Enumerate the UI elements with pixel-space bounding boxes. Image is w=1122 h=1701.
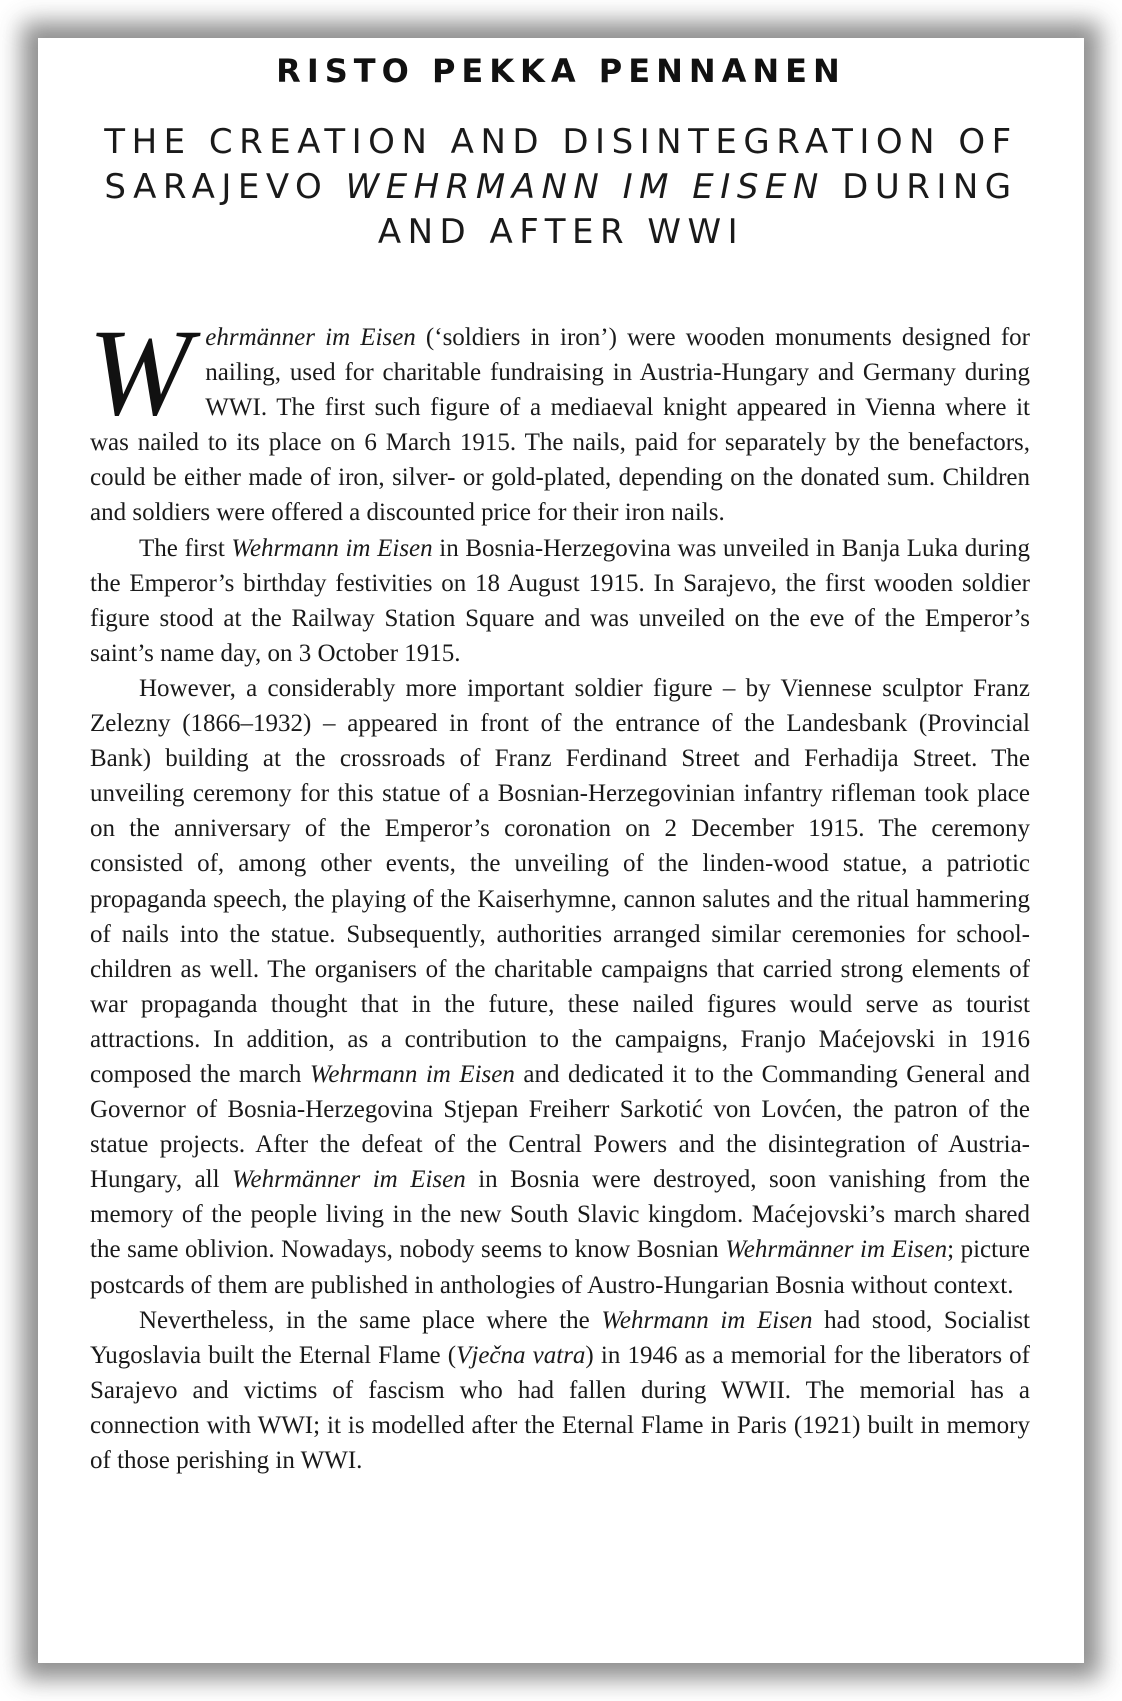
article-title xyxy=(38,120,1084,255)
paragraph-text: in Bosnia were destroyed, soon vanishing from the memory of the people living in the new South Slavic kingdom. Maćejovski’s march shared the same oblivion. Nowadays, nobody seems to know Bosnian xyxy=(90,1166,1030,1264)
paragraph-text: (‘soldiers in iron’) were wooden monuments designed for nailing, used for charitable fundraising in Austria-Hungary and Germany during WWI. The first such figure of a mediaeval knight appeared in Vienna where it was nailed to its place on 6 March 1915. The nails, paid for separately by the benefactors, could be either made of iron, silver- or gold-plated, depending on the donated sum. Children and soldiers were offered a discounted price for their iron nails. xyxy=(90,324,1030,527)
paragraph-1 xyxy=(88,304,1030,531)
title-line-2-post: DURING xyxy=(824,167,1018,207)
title-line-2-italic: WEHRMANN IM EISEN xyxy=(345,167,825,207)
paragraph-2 xyxy=(90,531,1030,671)
italic-term: Wehrmann im Eisen xyxy=(309,1060,515,1088)
drop-cap: W xyxy=(88,304,192,441)
italic-term: ehrmänner im Eisen xyxy=(205,324,416,351)
italic-term: Vječna vatra xyxy=(456,1341,586,1369)
document-page xyxy=(38,38,1084,1663)
italic-term: Wehrmänner im Eisen xyxy=(725,1236,948,1264)
paragraph-text: and dedicated it to the Commanding General and Governor of Bosnia-Herzegovina Stjepan Freiherr Sarkotić von Lovćen, the patron of the statue projects. After the defeat of the Central Powers and the disintegration of Austria-Hungary, all xyxy=(90,1060,1031,1194)
italic-term: Wehrmann im Eisen xyxy=(601,1306,813,1334)
paragraph-text: Nevertheless, in the same place where the xyxy=(139,1306,602,1334)
author-name: RISTO PEKKA PENNANEN xyxy=(276,52,846,90)
paragraph-text: ; picture postcards of them are published in anthologies of Austro-Hungarian Bosnia without context. xyxy=(90,1236,1030,1299)
title-line-1: THE CREATION AND DISINTEGRATION OF xyxy=(104,122,1018,162)
italic-term: Wehrmänner im Eisen xyxy=(232,1166,466,1194)
paragraph-text: ) in 1946 as a memorial for the liberators of Sarajevo and victims of fascism who had fallen during WWII. The memorial has a connection with WWI; it is modelled after the Eternal Flame in Paris (1921) built in memory of those perishing in WWI. xyxy=(90,1341,1030,1474)
paragraph-3 xyxy=(90,671,1030,1303)
paragraph-text: in Bosnia-Herzegovina was unveiled in Banja Luka during the Emperor’s birthday festivities on 18 August 1915. In Sarajevo, the first wooden soldier figure stood at the Railway Station Square and was unveiled on the eve of the Emperor’s saint’s name day, on 3 October 1915. xyxy=(90,534,1031,667)
paragraph-text: However, a considerably more important soldier figure – by Viennese sculptor Franz Zelezny (1866–1932) – appeared in front of the entrance of the Landesbank (Provincial Bank) building at the crossroads of Franz Ferdinand Street and Ferhadija Street. The unveiling ceremony for this statue of a Bosnian-Herzegovinian infantry rifleman took place on the anniversary of the Emperor’s coronation on 2 December 1915. The ceremony consisted of, among other events, the unveiling of the linden-wood statue, a patriotic propaganda speech, the playing of the Kaiserhymne, cannon salutes and the ritual hammering of nails into the statue. Subsequently, authorities arranged similar ceremonies for schoolchildren as well. The organisers of the charitable campaigns that carried strong elements of war propaganda thought that in the future, these nailed figures would serve as tourist attractions. In addition, as a contribution to the campaigns, Franjo Maćejovski in 1916 composed the march xyxy=(90,674,1030,1088)
paragraph-4 xyxy=(90,1303,1030,1478)
article-body xyxy=(88,304,1031,1478)
title-line-3: AND AFTER WWI xyxy=(377,212,745,252)
paragraph-text: had stood, Socialist Yugoslavia built the Eternal Flame ( xyxy=(90,1306,1030,1369)
title-line-2-pre: SARAJEVO xyxy=(104,167,346,207)
paragraph-text: The first xyxy=(139,534,232,562)
italic-term: Wehrmann im Eisen xyxy=(231,534,433,562)
